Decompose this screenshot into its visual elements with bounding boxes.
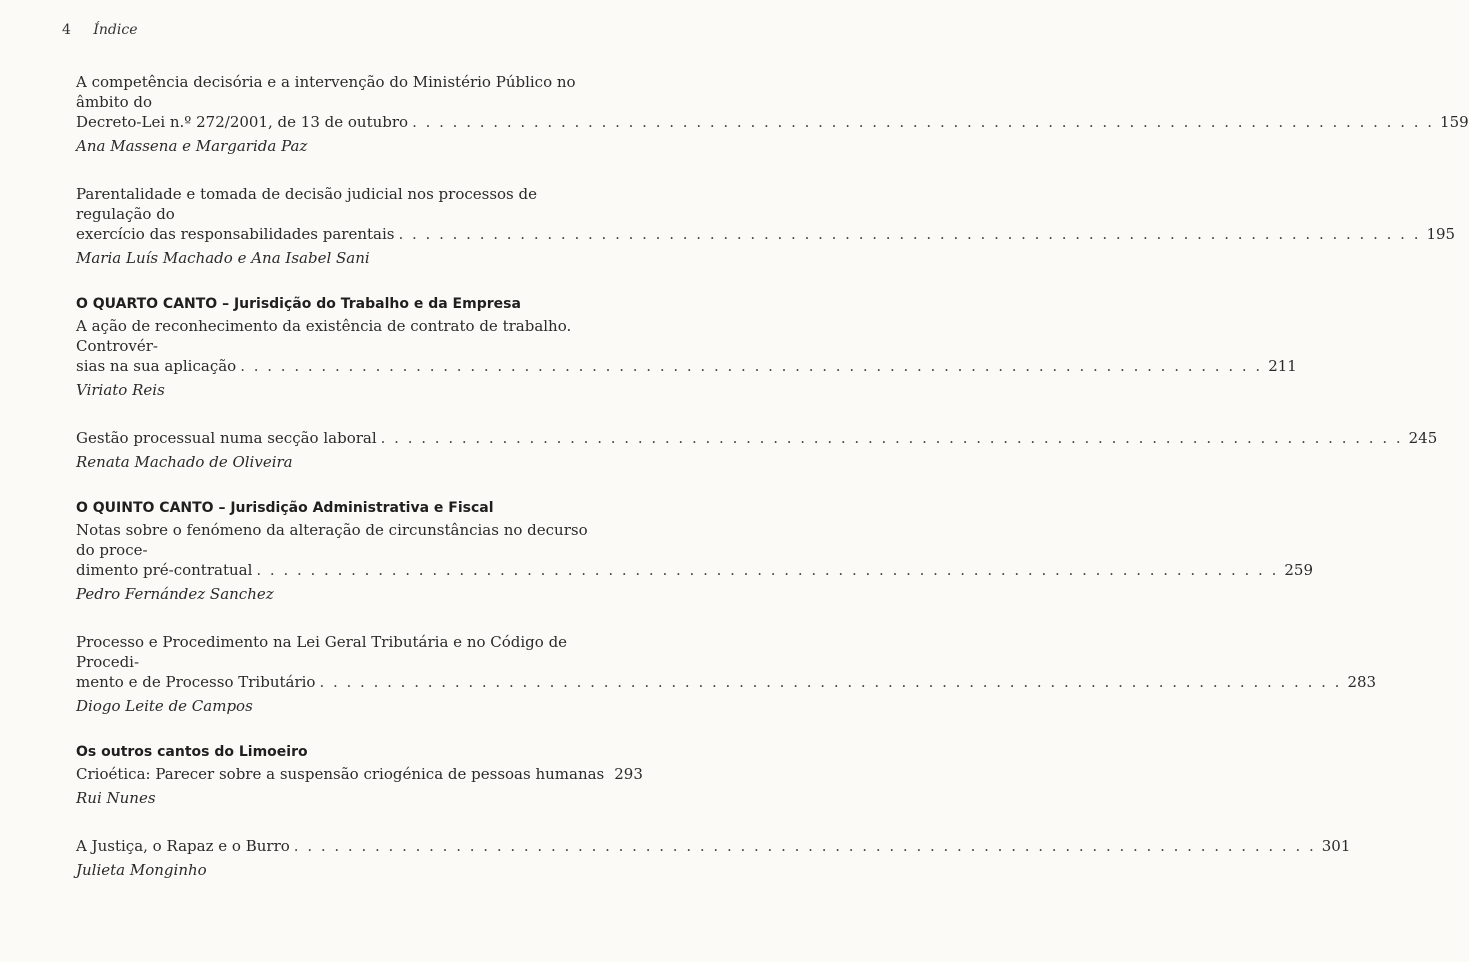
toc-entry[interactable] [76,72,1469,156]
entry-page-number: 211 [1268,357,1297,375]
dot-leader [398,224,1420,244]
table-of-contents [76,72,1469,908]
entry-title-lead: A ação de reconhecimento da existência de contrato de trabalho. Controvér- [76,317,572,355]
dot-leader [412,112,1434,132]
toc-entry[interactable] [76,184,1456,268]
section-heading-sub: – Jurisdição Administrativa e Fiscal [213,500,494,516]
toc-entry[interactable] [76,632,1377,716]
section-heading [76,500,596,516]
entry-author: Pedro Fernández Sanchez [76,585,274,603]
entry-author: Diogo Leite de Campos [76,697,253,715]
entry-title-last: Crioética: Parecer sobre a suspensão criogénica de pessoas humanas [76,765,605,783]
entry-title-line [76,672,1377,692]
entry-author: Viriato Reis [76,381,165,399]
section-heading [76,744,596,760]
entry-page-number: 259 [1284,561,1313,579]
entry-author: Rui Nunes [76,789,156,807]
entry-title-last: exercício das responsabilidades parentais [76,225,395,243]
entry-title-lead: Processo e Procedimento na Lei Geral Tributária e no Código de Procedi- [76,633,568,671]
dot-leader [319,672,1341,692]
dot-leader [256,560,1278,580]
section-heading-main: O QUARTO CANTO [76,296,218,312]
entry-title-lead: A competência decisória e a intervenção do Ministério Público no âmbito do [76,73,576,111]
running-title: Índice [93,22,138,38]
entry-title-last: Decreto-Lei n.º 272/2001, de 13 de outubro [76,113,409,131]
section-heading-main: Os outros cantos do Limoeiro [76,744,308,760]
entry-title-line [76,560,1313,580]
entry-page-number: 301 [1321,837,1351,855]
toc-entry[interactable] [76,764,643,808]
entry-page-number: 293 [614,765,643,783]
entry-title-line [76,356,1297,376]
entry-title-last: Gestão processual numa secção laboral [76,429,377,447]
entry-author: Ana Massena e Margarida Paz [76,137,308,155]
dot-leader [381,428,1403,448]
page-number: 4 [62,22,71,38]
entry-title-last: mento e de Processo Tributário [76,673,316,691]
toc-entry[interactable] [76,316,1297,400]
toc-entry[interactable] [76,836,1351,880]
entry-title-line [76,836,1351,856]
entry-page-number: 195 [1426,225,1456,243]
entry-title-lead: Parentalidade e tomada de decisão judicial nos processos de regulação do [76,185,538,223]
entry-title-last: dimento pré-contratual [76,561,253,579]
entry-author: Julieta Monginho [76,861,207,879]
entry-title-line [76,428,1438,448]
entry-title-line [76,224,1456,244]
entry-page-number: 245 [1408,429,1438,447]
entry-title-last: A Justiça, o Rapaz e o Burro [76,837,290,855]
section-heading [76,296,596,312]
entry-author: Maria Luís Machado e Ana Isabel Sani [76,249,370,267]
page-header [62,22,138,38]
entry-author: Renata Machado de Oliveira [76,453,293,471]
section-heading-main: O QUINTO CANTO [76,500,214,516]
entry-title-line [76,112,1469,132]
entry-title-lead: Notas sobre o fenómeno da alteração de circunstâncias no decurso do proce- [76,521,588,559]
section-heading-sub: – Jurisdição do Trabalho e da Empresa [217,296,521,312]
entry-title-last: sias na sua aplicação [76,357,237,375]
toc-entry[interactable] [76,520,1313,604]
toc-entry[interactable] [76,428,1438,472]
entry-title-line [76,764,643,784]
dot-leader [240,356,1262,376]
dot-leader [294,836,1316,856]
entry-page-number: 159 [1440,113,1469,131]
entry-page-number: 283 [1347,673,1377,691]
